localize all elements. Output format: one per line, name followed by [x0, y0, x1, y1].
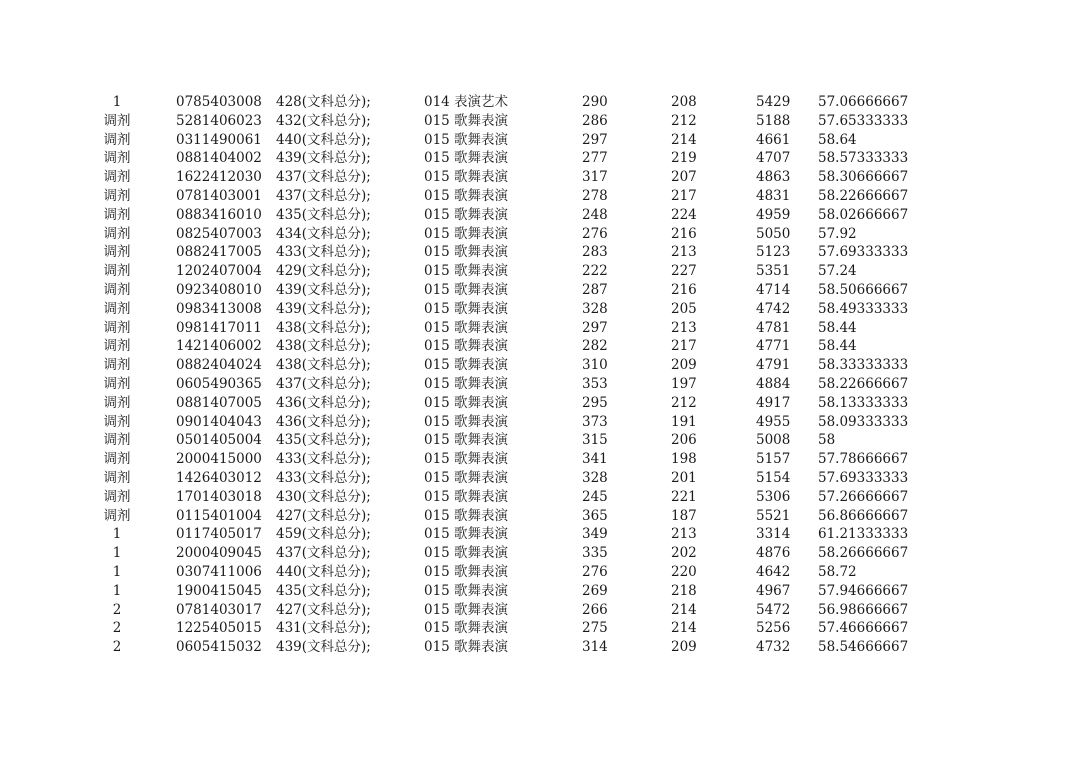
admission-type-cell: 调剂	[103, 263, 131, 280]
score-a-cell: 295	[582, 394, 608, 411]
rank-cell: 5472	[756, 601, 791, 618]
total-score-cell: 437(文科总分);	[276, 545, 371, 562]
major-cell: 015 歌舞表演	[424, 469, 509, 486]
admission-type-cell: 1	[112, 94, 122, 110]
table-row	[0, 149, 1080, 168]
candidate-id-cell: 1225405015	[176, 620, 262, 637]
table-row	[0, 488, 1080, 507]
total-score-cell: 439(文科总分);	[276, 300, 371, 317]
rank-cell: 5256	[756, 620, 791, 637]
rank-cell: 5429	[756, 94, 791, 110]
table-row	[0, 544, 1080, 563]
total-score-cell: 433(文科总分);	[276, 469, 371, 486]
rank-cell: 5008	[756, 432, 791, 449]
admission-type-cell: 调剂	[103, 451, 131, 468]
table-row	[0, 112, 1080, 131]
total-score-cell: 429(文科总分);	[276, 263, 371, 280]
rank-cell: 4876	[756, 545, 791, 562]
score-a-cell: 328	[582, 469, 608, 486]
rank-cell: 5050	[756, 225, 791, 242]
score-a-cell: 245	[582, 488, 608, 505]
score-b-cell: 213	[671, 244, 697, 261]
score-a-cell: 248	[582, 206, 608, 223]
candidate-id-cell: 0882404024	[176, 357, 262, 374]
score-b-cell: 221	[671, 488, 697, 505]
major-cell: 015 歌舞表演	[424, 432, 509, 449]
major-cell: 015 歌舞表演	[424, 545, 509, 562]
average-cell: 56.86666667	[818, 507, 909, 524]
score-b-cell: 218	[671, 582, 697, 599]
average-cell: 58.13333333	[818, 394, 909, 411]
admission-type-cell: 调剂	[103, 357, 131, 374]
total-score-cell: 427(文科总分);	[276, 507, 371, 524]
candidate-id-cell: 0311490061	[176, 131, 262, 148]
average-cell: 58.44	[818, 338, 857, 355]
table-row	[0, 469, 1080, 488]
score-b-cell: 219	[671, 150, 697, 167]
score-b-cell: 214	[671, 620, 697, 637]
score-b-cell: 202	[671, 545, 697, 562]
major-cell: 015 歌舞表演	[424, 375, 509, 392]
score-table	[0, 93, 1080, 657]
rank-cell: 5521	[756, 507, 791, 524]
admission-type-cell: 2	[112, 639, 122, 656]
rank-cell: 5123	[756, 244, 791, 261]
candidate-id-cell: 2000415000	[176, 451, 262, 468]
admission-type-cell: 调剂	[103, 244, 131, 261]
total-score-cell: 438(文科总分);	[276, 338, 371, 355]
major-cell: 015 歌舞表演	[424, 526, 509, 543]
candidate-id-cell: 0981417011	[176, 319, 262, 336]
major-cell: 015 歌舞表演	[424, 169, 509, 186]
admission-type-cell: 调剂	[103, 507, 131, 524]
average-cell: 58.22666667	[818, 375, 909, 392]
score-b-cell: 216	[671, 281, 697, 298]
admission-type-cell: 调剂	[103, 225, 131, 242]
candidate-id-cell: 0605415032	[176, 639, 262, 656]
major-cell: 015 歌舞表演	[424, 639, 509, 656]
candidate-id-cell: 0825407003	[176, 225, 262, 242]
score-a-cell: 286	[582, 112, 608, 129]
admission-type-cell: 调剂	[103, 488, 131, 505]
table-row	[0, 337, 1080, 356]
total-score-cell: 436(文科总分);	[276, 394, 371, 411]
major-cell: 015 歌舞表演	[424, 319, 509, 336]
table-row	[0, 356, 1080, 375]
average-cell: 58.44	[818, 319, 857, 336]
admission-type-cell: 1	[112, 582, 122, 599]
score-a-cell: 317	[582, 169, 608, 186]
rank-cell: 5188	[756, 112, 791, 129]
total-score-cell: 432(文科总分);	[276, 112, 371, 129]
score-a-cell: 282	[582, 338, 608, 355]
rank-cell: 5306	[756, 488, 791, 505]
average-cell: 58	[818, 432, 836, 449]
score-a-cell: 297	[582, 131, 608, 148]
average-cell: 57.69333333	[818, 244, 909, 261]
total-score-cell: 430(文科总分);	[276, 488, 371, 505]
score-a-cell: 314	[582, 639, 608, 656]
major-cell: 015 歌舞表演	[424, 601, 509, 618]
table-row	[0, 507, 1080, 526]
rank-cell: 4732	[756, 639, 791, 656]
total-score-cell: 433(文科总分);	[276, 244, 371, 261]
admission-type-cell: 调剂	[103, 375, 131, 392]
rank-cell: 4955	[756, 413, 791, 430]
average-cell: 61.21333333	[818, 526, 909, 543]
average-cell: 58.54666667	[818, 639, 909, 656]
admission-type-cell: 调剂	[103, 206, 131, 223]
table-row	[0, 206, 1080, 225]
major-cell: 015 歌舞表演	[424, 112, 509, 129]
admission-type-cell: 2	[112, 620, 122, 637]
average-cell: 58.72	[818, 563, 857, 580]
average-cell: 57.24	[818, 263, 857, 280]
rank-cell: 5351	[756, 263, 791, 280]
total-score-cell: 427(文科总分);	[276, 601, 371, 618]
rank-cell: 4707	[756, 150, 791, 167]
score-a-cell: 297	[582, 319, 608, 336]
score-b-cell: 209	[671, 357, 697, 374]
total-score-cell: 439(文科总分);	[276, 281, 371, 298]
candidate-id-cell: 1701403018	[176, 488, 262, 505]
major-cell: 015 歌舞表演	[424, 582, 509, 599]
table-row	[0, 563, 1080, 582]
score-b-cell: 213	[671, 319, 697, 336]
rank-cell: 4742	[756, 300, 791, 317]
score-a-cell: 277	[582, 150, 608, 167]
table-row	[0, 300, 1080, 319]
candidate-id-cell: 1421406002	[176, 338, 262, 355]
candidate-id-cell: 0307411006	[176, 563, 262, 580]
total-score-cell: 428(文科总分);	[276, 94, 371, 110]
total-score-cell: 437(文科总分);	[276, 375, 371, 392]
table-row	[0, 619, 1080, 638]
candidate-id-cell: 0983413008	[176, 300, 262, 317]
table-row	[0, 601, 1080, 620]
average-cell: 58.49333333	[818, 300, 909, 317]
candidate-id-cell: 0923408010	[176, 281, 262, 298]
major-cell: 015 歌舞表演	[424, 357, 509, 374]
average-cell: 58.64	[818, 131, 857, 148]
score-b-cell: 197	[671, 375, 697, 392]
score-b-cell: 205	[671, 300, 697, 317]
candidate-id-cell: 0883416010	[176, 206, 262, 223]
table-row	[0, 582, 1080, 601]
table-row	[0, 131, 1080, 150]
major-cell: 015 歌舞表演	[424, 300, 509, 317]
admission-type-cell: 调剂	[103, 432, 131, 449]
major-cell: 015 歌舞表演	[424, 131, 509, 148]
score-a-cell: 353	[582, 375, 608, 392]
average-cell: 58.02666667	[818, 206, 909, 223]
total-score-cell: 440(文科总分);	[276, 563, 371, 580]
rank-cell: 5157	[756, 451, 791, 468]
candidate-id-cell: 1900415045	[176, 582, 262, 599]
major-cell: 015 歌舞表演	[424, 394, 509, 411]
score-a-cell: 290	[582, 94, 608, 110]
admission-type-cell: 调剂	[103, 469, 131, 486]
major-cell: 015 歌舞表演	[424, 150, 509, 167]
average-cell: 58.30666667	[818, 169, 909, 186]
score-b-cell: 212	[671, 394, 697, 411]
major-cell: 015 歌舞表演	[424, 263, 509, 280]
score-b-cell: 207	[671, 169, 697, 186]
average-cell: 58.26666667	[818, 545, 909, 562]
total-score-cell: 440(文科总分);	[276, 131, 371, 148]
score-a-cell: 269	[582, 582, 608, 599]
rank-cell: 4714	[756, 281, 791, 298]
total-score-cell: 439(文科总分);	[276, 639, 371, 656]
score-a-cell: 276	[582, 563, 608, 580]
major-cell: 014 表演艺术	[424, 94, 509, 110]
table-row	[0, 243, 1080, 262]
score-b-cell: 214	[671, 601, 697, 618]
score-b-cell: 217	[671, 338, 697, 355]
rank-cell: 4771	[756, 338, 791, 355]
admission-type-cell: 调剂	[103, 394, 131, 411]
rank-cell: 4884	[756, 375, 791, 392]
score-a-cell: 222	[582, 263, 608, 280]
score-a-cell: 315	[582, 432, 608, 449]
score-b-cell: 212	[671, 112, 697, 129]
total-score-cell: 431(文科总分);	[276, 620, 371, 637]
total-score-cell: 435(文科总分);	[276, 582, 371, 599]
table-row	[0, 319, 1080, 338]
candidate-id-cell: 0605490365	[176, 375, 262, 392]
candidate-id-cell: 0781403001	[176, 187, 262, 204]
score-b-cell: 214	[671, 131, 697, 148]
average-cell: 57.46666667	[818, 620, 909, 637]
score-a-cell: 275	[582, 620, 608, 637]
admission-type-cell: 1	[112, 563, 122, 580]
score-b-cell: 227	[671, 263, 697, 280]
score-b-cell: 206	[671, 432, 697, 449]
average-cell: 58.50666667	[818, 281, 909, 298]
score-a-cell: 349	[582, 526, 608, 543]
candidate-id-cell: 0781403017	[176, 601, 262, 618]
rank-cell: 4917	[756, 394, 791, 411]
score-a-cell: 373	[582, 413, 608, 430]
rank-cell: 4791	[756, 357, 791, 374]
candidate-id-cell: 0882417005	[176, 244, 262, 261]
rank-cell: 4661	[756, 131, 791, 148]
candidate-id-cell: 0881404002	[176, 150, 262, 167]
average-cell: 57.06666667	[818, 94, 909, 110]
total-score-cell: 436(文科总分);	[276, 413, 371, 430]
admission-type-cell: 1	[112, 526, 122, 543]
total-score-cell: 437(文科总分);	[276, 169, 371, 186]
score-a-cell: 310	[582, 357, 608, 374]
rank-cell: 3314	[756, 526, 791, 543]
admission-type-cell: 调剂	[103, 150, 131, 167]
major-cell: 015 歌舞表演	[424, 413, 509, 430]
score-b-cell: 213	[671, 526, 697, 543]
score-b-cell: 217	[671, 187, 697, 204]
major-cell: 015 歌舞表演	[424, 281, 509, 298]
rank-cell: 4967	[756, 582, 791, 599]
average-cell: 58.57333333	[818, 150, 909, 167]
average-cell: 58.22666667	[818, 187, 909, 204]
admission-type-cell: 1	[112, 545, 122, 562]
score-a-cell: 365	[582, 507, 608, 524]
score-b-cell: 198	[671, 451, 697, 468]
admission-type-cell: 调剂	[103, 112, 131, 129]
table-row	[0, 525, 1080, 544]
score-a-cell: 278	[582, 187, 608, 204]
total-score-cell: 435(文科总分);	[276, 206, 371, 223]
candidate-id-cell: 1202407004	[176, 263, 262, 280]
major-cell: 015 歌舞表演	[424, 187, 509, 204]
score-b-cell: 191	[671, 413, 697, 430]
major-cell: 015 歌舞表演	[424, 225, 509, 242]
major-cell: 015 歌舞表演	[424, 563, 509, 580]
rank-cell: 4642	[756, 563, 791, 580]
score-b-cell: 208	[671, 94, 697, 110]
score-a-cell: 283	[582, 244, 608, 261]
total-score-cell: 435(文科总分);	[276, 432, 371, 449]
admission-type-cell: 调剂	[103, 281, 131, 298]
score-b-cell: 224	[671, 206, 697, 223]
candidate-id-cell: 2000409045	[176, 545, 262, 562]
candidate-id-cell: 1426403012	[176, 469, 262, 486]
score-b-cell: 209	[671, 639, 697, 656]
major-cell: 015 歌舞表演	[424, 451, 509, 468]
average-cell: 58.33333333	[818, 357, 909, 374]
admission-type-cell: 调剂	[103, 319, 131, 336]
score-a-cell: 328	[582, 300, 608, 317]
table-row	[0, 413, 1080, 432]
admission-type-cell: 调剂	[103, 338, 131, 355]
admission-type-cell: 调剂	[103, 169, 131, 186]
rank-cell: 4831	[756, 187, 791, 204]
rank-cell: 4863	[756, 169, 791, 186]
candidate-id-cell: 1622412030	[176, 169, 262, 186]
candidate-id-cell: 0881407005	[176, 394, 262, 411]
major-cell: 015 歌舞表演	[424, 206, 509, 223]
candidate-id-cell: 0901404043	[176, 413, 262, 430]
total-score-cell: 439(文科总分);	[276, 150, 371, 167]
major-cell: 015 歌舞表演	[424, 244, 509, 261]
admission-type-cell: 调剂	[103, 131, 131, 148]
average-cell: 57.65333333	[818, 112, 909, 129]
table-row	[0, 187, 1080, 206]
table-row	[0, 394, 1080, 413]
major-cell: 015 歌舞表演	[424, 338, 509, 355]
score-b-cell: 220	[671, 563, 697, 580]
candidate-id-cell: 0785403008	[176, 94, 262, 110]
table-row	[0, 262, 1080, 281]
table-row	[0, 93, 1080, 112]
major-cell: 015 歌舞表演	[424, 488, 509, 505]
rank-cell: 4781	[756, 319, 791, 336]
candidate-id-cell: 5281406023	[176, 112, 262, 129]
candidate-id-cell: 0115401004	[176, 507, 262, 524]
admission-type-cell: 调剂	[103, 187, 131, 204]
total-score-cell: 437(文科总分);	[276, 187, 371, 204]
table-row	[0, 450, 1080, 469]
rank-cell: 4959	[756, 206, 791, 223]
average-cell: 57.69333333	[818, 469, 909, 486]
candidate-id-cell: 0501405004	[176, 432, 262, 449]
total-score-cell: 459(文科总分);	[276, 526, 371, 543]
average-cell: 57.92	[818, 225, 857, 242]
table-row	[0, 375, 1080, 394]
major-cell: 015 歌舞表演	[424, 507, 509, 524]
total-score-cell: 438(文科总分);	[276, 319, 371, 336]
total-score-cell: 433(文科总分);	[276, 451, 371, 468]
average-cell: 56.98666667	[818, 601, 909, 618]
total-score-cell: 434(文科总分);	[276, 225, 371, 242]
score-b-cell: 216	[671, 225, 697, 242]
major-cell: 015 歌舞表演	[424, 620, 509, 637]
table-row	[0, 281, 1080, 300]
score-a-cell: 276	[582, 225, 608, 242]
score-a-cell: 287	[582, 281, 608, 298]
table-row	[0, 638, 1080, 657]
table-row	[0, 225, 1080, 244]
total-score-cell: 438(文科总分);	[276, 357, 371, 374]
score-b-cell: 187	[671, 507, 697, 524]
score-a-cell: 335	[582, 545, 608, 562]
average-cell: 57.78666667	[818, 451, 909, 468]
table-row	[0, 168, 1080, 187]
admission-type-cell: 调剂	[103, 300, 131, 317]
rank-cell: 5154	[756, 469, 791, 486]
score-a-cell: 266	[582, 601, 608, 618]
average-cell: 58.09333333	[818, 413, 909, 430]
score-b-cell: 201	[671, 469, 697, 486]
admission-type-cell: 2	[112, 601, 122, 618]
average-cell: 57.94666667	[818, 582, 909, 599]
admission-type-cell: 调剂	[103, 413, 131, 430]
candidate-id-cell: 0117405017	[176, 526, 262, 543]
table-row	[0, 431, 1080, 450]
average-cell: 57.26666667	[818, 488, 909, 505]
score-a-cell: 341	[582, 451, 608, 468]
